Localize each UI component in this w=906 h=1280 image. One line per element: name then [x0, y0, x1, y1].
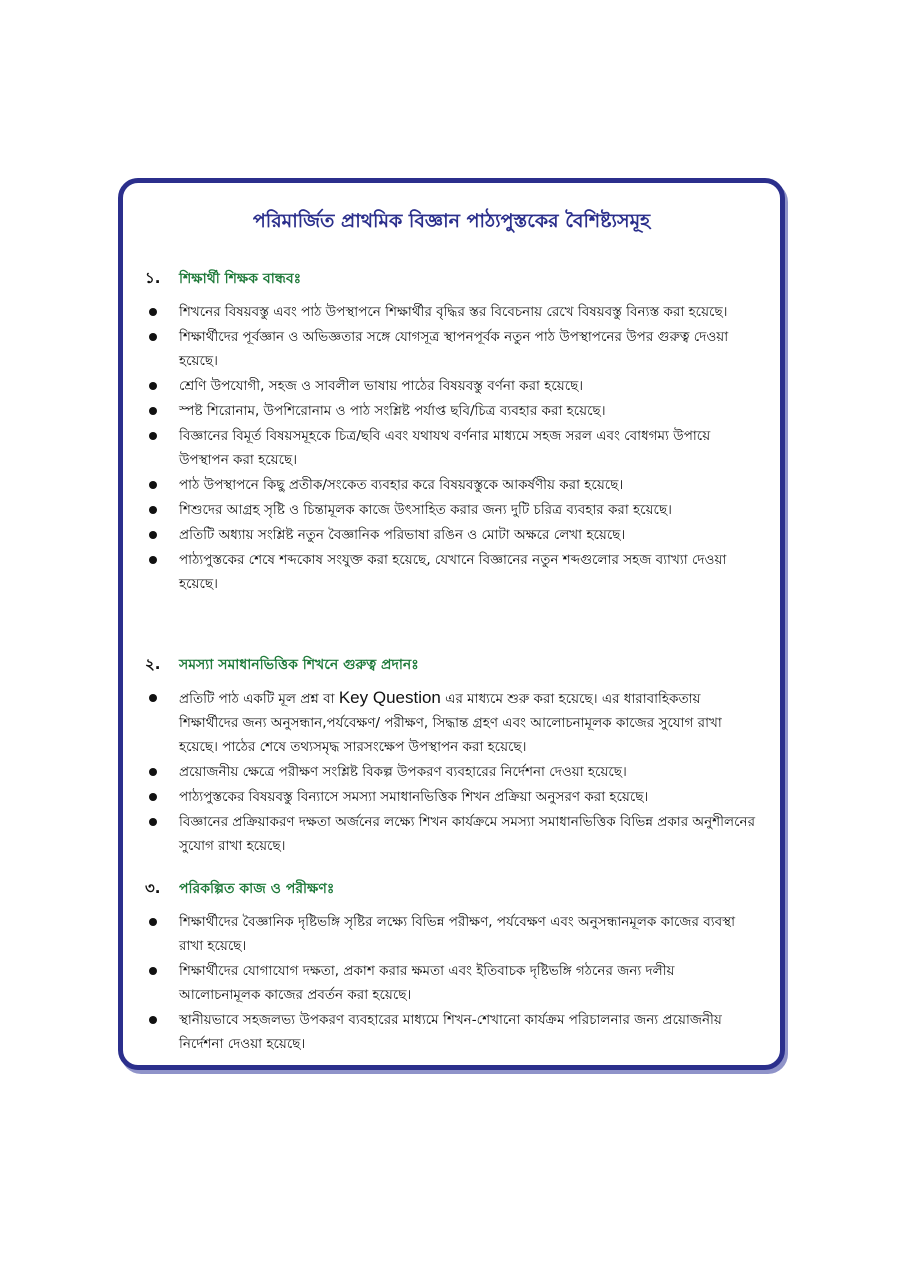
bullet-icon — [149, 407, 157, 415]
list-item: শিক্ষার্থীদের পূর্বজ্ঞান ও অভিজ্ঞতার সঙ্গে যোগসূত্র স্থাপনপূর্বক নতুন পাঠ উপস্থাপনের উপর গুরুত্ব দেওয়া হয়েছে। — [145, 325, 760, 373]
section-learner-teacher-friendly — [145, 267, 760, 597]
list-item: প্রতিটি অধ্যায় সংশ্লিষ্ট নতুন বৈজ্ঞানিক পরিভাষা রঙিন ও মোটা অক্ষরে লেখা হয়েছে। — [145, 523, 760, 547]
section-heading: পরিকল্পিত কাজ ও পরীক্ষণঃ — [179, 881, 335, 897]
bullet-icon — [149, 793, 157, 801]
list-item: বিজ্ঞানের বিমূর্ত বিষয়সমূহকে চিত্র/ছবি এবং যথাযথ বর্ণনার মাধ্যমে সহজ সরল এবং বোধগম্য উপায়ে উপস্থাপন করা হয়েছে। — [145, 424, 760, 472]
bullet-icon — [149, 506, 157, 514]
bullet-icon — [149, 308, 157, 316]
section-heading: শিক্ষার্থী শিক্ষক বান্ধবঃ — [179, 271, 302, 287]
section-header — [145, 267, 760, 292]
bullet-icon — [149, 967, 157, 975]
list-item: বিজ্ঞানের প্রক্রিয়াকরণ দক্ষতা অর্জনের লক্ষ্যে শিখন কার্যক্রমে সমস্যা সমাধানভিত্তিক বিভিন্ন প্রকার অনুশীলনের সুযোগ রাখা হয়েছে। — [145, 810, 760, 858]
bullet-icon — [149, 481, 157, 489]
bullet-icon — [149, 694, 157, 702]
section-header — [145, 877, 760, 902]
list-item: প্রয়োজনীয় ক্ষেত্রে পরীক্ষণ সংশ্লিষ্ট বিকল্প উপকরণ ব্যবহারের নির্দেশনা দেওয়া হয়েছে। — [145, 760, 760, 784]
bullet-list — [145, 300, 760, 596]
list-item: স্পষ্ট শিরোনাম, উপশিরোনাম ও পাঠ সংশ্লিষ্ট পর্যাপ্ত ছবি/চিত্র ব্যবহার করা হয়েছে। — [145, 399, 760, 423]
section-planned-work-experiments — [145, 877, 760, 1057]
list-item: শিক্ষার্থীদের বৈজ্ঞানিক দৃষ্টিভঙ্গি সৃষ্টির লক্ষ্যে বিভিন্ন পরীক্ষণ, পর্যবেক্ষণ এবং অনুসন্ধানমূলক কাজের ব্যবস্থা রাখা হয়েছে। — [145, 910, 760, 958]
bullet-icon — [149, 918, 157, 926]
bullet-list — [145, 686, 760, 858]
section-header — [145, 653, 760, 678]
page-title: পরিমার্জিত প্রাথমিক বিজ্ঞান পাঠ্যপুস্তকের বৈশিষ্ট্যসমূহ — [252, 210, 651, 232]
bullet-list — [145, 910, 760, 1056]
list-item: পাঠ্যপুস্তকের বিষয়বস্তু বিন্যাসে সমস্যা সমাধানভিত্তিক শিখন প্রক্রিয়া অনুসরণ করা হয়েছে। — [145, 785, 760, 809]
key-question-term: Key Question — [338, 688, 441, 707]
list-item: শিশুদের আগ্রহ সৃষ্টি ও চিন্তামূলক কাজে উৎসাহিত করার জন্য দুটি চরিত্র ব্যবহার করা হয়েছে। — [145, 498, 760, 522]
section-problem-solving — [145, 653, 760, 859]
bullet-icon — [149, 556, 157, 564]
features-box — [118, 178, 785, 1070]
list-item: শ্রেণি উপযোগী, সহজ ও সাবলীল ভাষায় পাঠের বিষয়বস্তু বর্ণনা করা হয়েছে। — [145, 374, 760, 398]
bullet-icon — [149, 1016, 157, 1024]
bullet-icon — [149, 531, 157, 539]
bullet-icon — [149, 768, 157, 776]
section-number: ৩. — [145, 879, 161, 897]
bullet-icon — [149, 382, 157, 390]
section-number: ১. — [145, 269, 161, 287]
list-item: প্রতিটি পাঠ একটি মূল প্রশ্ন বা Key Question এর মাধ্যমে শুরু করা হয়েছে। এর ধারাবাহিকতায় শিক্ষার্থীদের জন্য অনুসন্ধান,পর্যবেক্ষণ/ পরীক্ষণ, সিদ্ধান্ত গ্রহণ এবং আলোচনামূলক কাজের সুযোগ রাখা হয়েছে। পাঠের শেষে তথ্যসমৃদ্ধ সারসংক্ষেপ উপস্থাপন করা হয়েছে। — [145, 686, 760, 759]
bullet-icon — [149, 333, 157, 341]
list-item: স্থানীয়ভাবে সহজলভ্য উপকরণ ব্যবহারের মাধ্যমে শিখন-শেখানো কার্যক্রম পরিচালনার জন্য প্রয়োজনীয় নির্দেশনা দেওয়া হয়েছে। — [145, 1008, 760, 1056]
bullet-icon — [149, 432, 157, 440]
list-item: পাঠ্যপুস্তকের শেষে শব্দকোষ সংযুক্ত করা হয়েছে, যেখানে বিজ্ঞানের নতুন শব্দগুলোর সহজ ব্যাখ্যা দেওয়া হয়েছে। — [145, 548, 760, 596]
bullet-icon — [149, 818, 157, 826]
list-item: শিখনের বিষয়বস্তু এবং পাঠ উপস্থাপনে শিক্ষার্থীর বৃদ্ধির স্তর বিবেচনায় রেখে বিষয়বস্তু বিন্যস্ত করা হয়েছে। — [145, 300, 760, 324]
section-heading: সমস্যা সমাধানভিত্তিক শিখনে গুরুত্ব প্রদানঃ — [179, 657, 419, 673]
section-number: ২. — [145, 655, 161, 673]
list-item: শিক্ষার্থীদের যোগাযোগ দক্ষতা, প্রকাশ করার ক্ষমতা এবং ইতিবাচক দৃষ্টিভঙ্গি গঠনের জন্য দলীয় আলোচনামূলক কাজের প্রবর্তন করা হয়েছে। — [145, 959, 760, 1007]
list-item: পাঠ উপস্থাপনে কিছু প্রতীক/সংকেত ব্যবহার করে বিষয়বস্তুকে আকর্ষণীয় করা হয়েছে। — [145, 473, 760, 497]
